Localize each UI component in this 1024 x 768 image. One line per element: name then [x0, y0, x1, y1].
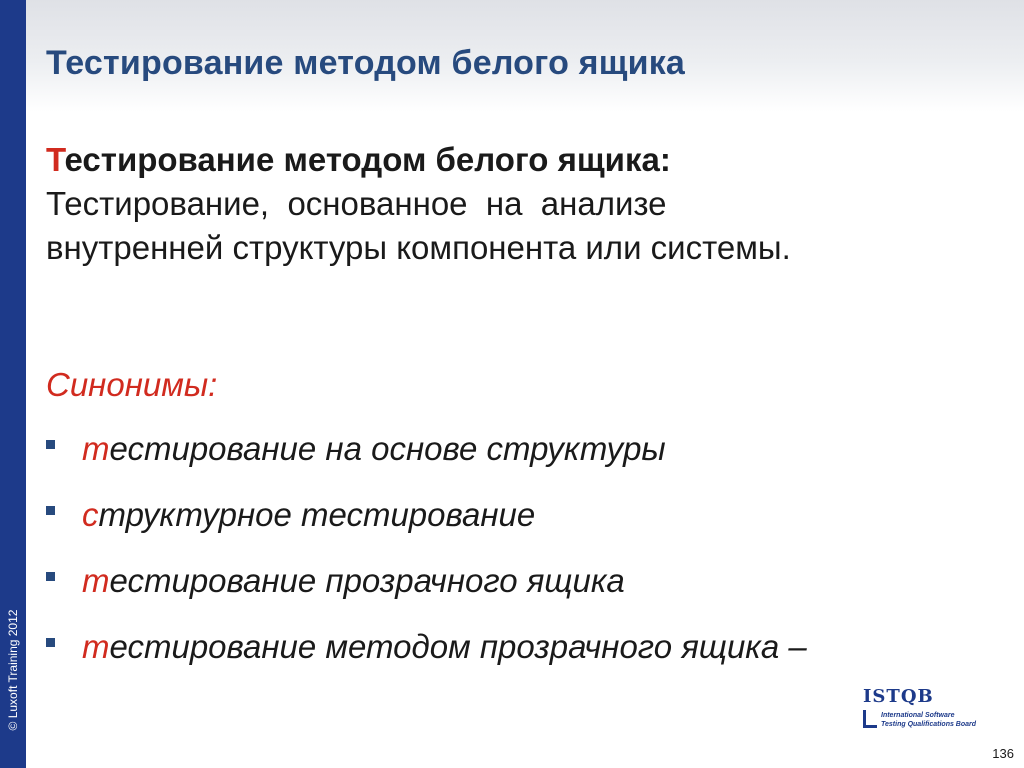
- istqb-logo: [857, 680, 991, 740]
- definition-term: [46, 138, 986, 182]
- synonym-first-letter: т: [82, 628, 110, 665]
- copyright-notice: [0, 580, 26, 760]
- copyright-text: © Luxoft Training 2012: [6, 609, 20, 731]
- bullet-square-icon: [46, 506, 55, 515]
- logo-caption: International Software Testing Qualifications Board: [881, 712, 977, 728]
- definition-block: [46, 138, 986, 270]
- synonym-first-letter: т: [82, 430, 110, 467]
- bullet-square-icon: [46, 440, 55, 449]
- definition-term-rest: естирование методом белого ящика:: [64, 141, 671, 178]
- logo-wordmark: ISTQB: [863, 686, 934, 707]
- synonym-rest: труктурное тестирование: [98, 496, 536, 533]
- synonym-first-letter: т: [82, 562, 110, 599]
- definition-line-2: внутренней структуры компонента или системы.: [46, 229, 791, 266]
- synonym-first-letter: с: [82, 496, 99, 533]
- logo-bracket-icon: [863, 710, 877, 728]
- synonym-rest: естирование прозрачного ящика: [109, 562, 625, 599]
- synonym-rest: естирование на основе структуры: [109, 430, 666, 467]
- synonym-text: [82, 562, 625, 600]
- synonym-rest: естирование методом прозрачного ящика –: [109, 628, 807, 665]
- synonym-text: [82, 628, 807, 666]
- bullet-square-icon: [46, 572, 55, 581]
- page-number: 136: [992, 746, 1014, 761]
- definition-line-1: Тестирование, основанное на анализе: [46, 185, 667, 222]
- synonym-text: [82, 430, 666, 468]
- synonyms-heading: Синонимы:: [46, 366, 218, 403]
- slide-title: Тестирование методом белого ящика: [46, 44, 686, 82]
- synonym-text: [82, 496, 535, 534]
- bullet-square-icon: [46, 638, 55, 647]
- definition-term-first-letter: Т: [46, 141, 65, 178]
